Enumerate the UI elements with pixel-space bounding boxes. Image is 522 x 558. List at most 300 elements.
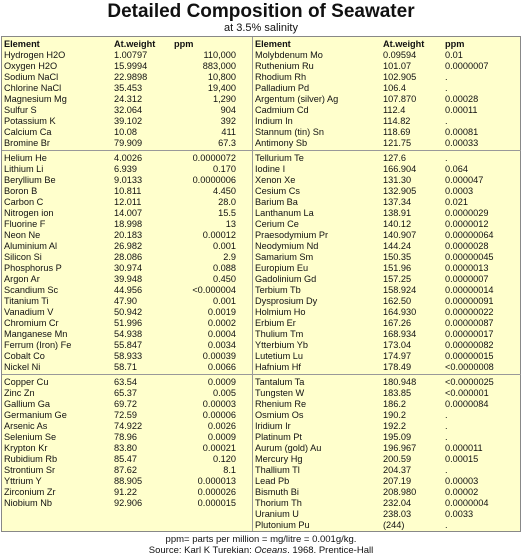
atomic-weight: 74.922 [114,421,143,431]
element-name: Krypton Kr [4,443,48,453]
ppm-definition: ppm= parts per million = mg/litre = 0.001g/kg. [165,534,357,545]
atomic-weight: 55.847 [114,340,143,350]
element-name: Gallium Ga [4,399,50,409]
ppm-value: 0.00000091 [445,296,494,306]
ppm-value: ppm [445,39,465,49]
element-name: Palladium Pd [255,83,310,93]
atomic-weight: 207.19 [383,476,412,486]
ppm-value: 8.1 [223,465,236,475]
element-name: Cobalt Co [4,351,45,361]
atomic-weight: 112.4 [383,105,406,115]
element-name: Neon Ne [4,230,41,240]
table-row [2,153,252,164]
table-row [253,476,521,487]
atomic-weight: 144.24 [383,241,412,251]
ppm-value: 0.088 [213,263,236,273]
element-name: Uranium U [255,509,299,519]
element-name: Hafnium Hf [255,362,301,372]
element-name: Sulfur S [4,105,37,115]
element-name: Helium He [4,153,47,163]
atomic-weight: 24.312 [114,94,143,104]
table-row [2,175,252,186]
table-row [253,105,521,116]
element-name: Ytterbium Yb [255,340,308,350]
element-name: Titanium Ti [4,296,49,306]
ppm-value: 4.450 [213,186,236,196]
element-name: Element [255,39,291,49]
element-name: Oxygen H2O [4,61,58,71]
element-name: Ferrum (Iron) Fe [4,340,72,350]
table-row [2,340,252,351]
ppm-value: 0.0066 [207,362,236,372]
element-name: Lutetium Lu [255,351,304,361]
table-row [253,362,521,373]
ppm-value: 0.0000013 [445,263,489,273]
element-name: Niobium Nb [4,498,52,508]
atomic-weight: 28.086 [114,252,143,262]
atomic-weight: 151.96 [383,263,412,273]
atomic-weight: 83.80 [114,443,137,453]
atomic-weight: 78.96 [114,432,137,442]
atomic-weight: 69.72 [114,399,137,409]
atomic-weight: 39.948 [114,274,143,284]
table-header-row [2,39,252,50]
ppm-value: 2.9 [223,252,236,262]
table-row [253,197,521,208]
table-row [253,454,521,465]
ppm-value: 0.0002 [207,318,236,328]
ppm-value: 0.00000015 [445,351,494,361]
table-row [2,186,252,197]
group-divider [2,150,252,151]
element-name: Thorium Th [255,498,302,508]
element-name: Chromium Cr [4,318,59,328]
atomic-weight: 157.25 [383,274,412,284]
atomic-weight: 168.934 [383,329,417,339]
ppm-value: 0.01 [445,50,463,60]
ppm-value: 0.00000022 [445,307,494,317]
ppm-value: 1,290 [213,94,236,104]
ppm-value: 0.00003 [445,476,479,486]
table-row [253,410,521,421]
element-name: Argon Ar [4,274,40,284]
table-row [253,285,521,296]
atomic-weight: 138.91 [383,208,412,218]
element-name: Zinc Zn [4,388,35,398]
ppm-value: 0.0000004 [445,498,489,508]
ppm-value: 0.0000072 [192,153,236,163]
atomic-weight: 20.183 [114,230,143,240]
atomic-weight: 178.49 [383,362,412,372]
element-name: Bromine Br [4,138,50,148]
atomic-weight: 87.62 [114,465,137,475]
atomic-weight: 140.12 [383,219,412,229]
table-row [253,388,521,399]
element-name: Cerium Ce [255,219,299,229]
atomic-weight: 173.04 [383,340,412,350]
table-row [2,421,252,432]
ppm-value: 0.0000006 [192,175,236,185]
atomic-weight: 131.30 [383,175,412,185]
table-row [253,50,521,61]
element-name: Iodine I [255,164,286,174]
ppm-value: 0.000026 [197,487,236,497]
table-row [2,138,252,149]
atomic-weight: 1.00797 [114,50,148,60]
table-row [2,388,252,399]
atomic-weight: At.weight [114,39,156,49]
ppm-value: . [445,520,448,530]
ppm-value: 0.0004 [207,329,236,339]
ppm-value: 0.0000029 [445,208,489,218]
element-name: Holmium Ho [255,307,306,317]
ppm-value: 0.450 [213,274,236,284]
atomic-weight: 47.90 [114,296,137,306]
atomic-weight: 127.6 [383,153,406,163]
ppm-value: <0.0000008 [445,362,494,372]
element-name: Lanthanum La [255,208,314,218]
ppm-value: 0.000015 [197,498,236,508]
table-row [253,318,521,329]
element-name: Copper Cu [4,377,49,387]
ppm-value: 0.0009 [207,432,236,442]
ppm-value: 0.000011 [445,443,483,453]
element-name: Rhodium Rh [255,72,307,82]
ppm-value: 904 [220,105,236,115]
ppm-value: . [445,421,448,431]
table-row [253,94,521,105]
ppm-value: 19,400 [207,83,236,93]
atomic-weight: 150.35 [383,252,412,262]
element-name: Argentum (silver) Ag [255,94,339,104]
element-name: Bismuth Bi [255,487,299,497]
element-name: Phosphorus P [4,263,62,273]
table-row [2,94,252,105]
atomic-weight: 195.09 [383,432,412,442]
element-name: Manganese Mn [4,329,68,339]
atomic-weight: 4.0026 [114,153,143,163]
ppm-value: 0.005 [213,388,236,398]
ppm-value: 0.0000084 [445,399,489,409]
atomic-weight: 35.453 [114,83,143,93]
atomic-weight: 192.2 [383,421,406,431]
ppm-value: 0.0000007 [445,274,489,284]
ppm-value: . [445,432,448,442]
table-row [253,432,521,443]
ppm-value: 10,800 [207,72,236,82]
atomic-weight: 26.982 [114,241,143,251]
table-row [2,362,252,373]
ppm-value: 0.170 [213,164,236,174]
table-row [2,443,252,454]
ppm-value: 0.00006 [202,410,236,420]
element-name: Tungsten W [255,388,305,398]
ppm-value: 0.0000028 [445,241,489,251]
element-name: Boron B [4,186,38,196]
element-name: Arsenic As [4,421,48,431]
element-name: Xenon Xe [255,175,296,185]
ppm-value: 0.00081 [445,127,479,137]
atomic-weight: 58.933 [114,351,143,361]
ppm-value: 0.021 [445,197,468,207]
table-row [2,329,252,340]
ppm-value: . [445,116,448,126]
atomic-weight: 85.47 [114,454,137,464]
element-name: Europium Eu [255,263,309,273]
ppm-value: 0.00002 [445,487,479,497]
ppm-value: 0.0000007 [445,61,489,71]
source-suffix: . 1968. Prentice-Hall [287,545,374,556]
table-row [2,164,252,175]
source-citation [0,545,522,556]
table-row [253,164,521,175]
atomic-weight: 44.956 [114,285,143,295]
atomic-weight: 137.34 [383,197,412,207]
table-row [253,520,521,531]
ppm-value: 0.0000012 [445,219,489,229]
table-row [2,50,252,61]
table-row [2,230,252,241]
ppm-value: 67.3 [218,138,236,148]
element-name: Plutonium Pu [255,520,310,530]
table-row [253,443,521,454]
table-row [253,175,521,186]
table-row [2,410,252,421]
table-row [2,307,252,318]
element-name: Neodymium Nd [255,241,319,251]
atomic-weight: 180.948 [383,377,417,387]
element-name: Barium Ba [255,197,298,207]
table-row [253,83,521,94]
element-name: Sodium NaCl [4,72,59,82]
atomic-weight: 114.82 [383,116,411,126]
element-name: Yttrium Y [4,476,42,486]
atomic-weight: 166.904 [383,164,417,174]
element-name: Platinum Pt [255,432,302,442]
element-name: Calcium Ca [4,127,52,137]
element-name: Silicon Si [4,252,42,262]
atomic-weight: 72.59 [114,410,137,420]
element-name: Germanium Ge [4,410,67,420]
ppm-value: 0.0019 [207,307,236,317]
atomic-weight: 106.4 [383,83,406,93]
ppm-value: <0.000001 [445,388,489,398]
table-row [2,208,252,219]
table-row [2,105,252,116]
element-name: Tellurium Te [255,153,304,163]
element-name: Carbon C [4,197,44,207]
table-row [253,61,521,72]
atomic-weight: 183.85 [383,388,412,398]
page-subtitle: at 3.5% salinity [224,22,298,34]
table-row [253,296,521,307]
atomic-weight: 79.909 [114,138,143,148]
atomic-weight: 208.980 [383,487,417,497]
atomic-weight: 39.102 [114,116,143,126]
ppm-value: 110,000 [203,50,236,60]
ppm-value: 0.00011 [445,105,478,115]
atomic-weight: 92.906 [114,498,143,508]
table-row [2,116,252,127]
atomic-weight: 58.71 [114,362,137,372]
right-column [253,37,521,531]
atomic-weight: 30.974 [114,263,143,273]
table-row [253,230,521,241]
ppm-value: 0.0026 [207,421,236,431]
element-name: Chlorine NaCl [4,83,62,93]
group-divider [253,150,521,151]
source-prefix: Source: Karl K Turekian: [148,545,255,556]
element-name: Aurum (gold) Au [255,443,322,453]
ppm-value: 13 [225,219,236,229]
table-row [253,487,521,498]
element-name: Rubidium Rb [4,454,58,464]
ppm-value: 0.0009 [207,377,236,387]
group-divider [253,374,521,375]
table-row [253,153,521,164]
ppm-value: 0.00003 [202,399,236,409]
atomic-weight: 162.50 [383,296,412,306]
table-row [253,138,521,149]
atomic-weight: 91.22 [114,487,137,497]
element-name: Nickel Ni [4,362,41,372]
atomic-weight: 167.26 [383,318,412,328]
left-column [2,37,252,531]
element-name: Samarium Sm [255,252,314,262]
element-name: Ruthenium Ru [255,61,314,71]
table-row [253,263,521,274]
ppm-value: 0.0003 [445,186,474,196]
group-divider [2,374,252,375]
atomic-weight: 63.54 [114,377,137,387]
ppm-value: 0.00021 [202,443,236,453]
atomic-weight: 190.2 [383,410,406,420]
element-name: Molybdenum Mo [255,50,323,60]
element-name: Cadmium Cd [255,105,309,115]
ppm-value: 0.000047 [445,175,484,185]
atomic-weight: 18.998 [114,219,143,229]
element-name: Cesium Cs [255,186,300,196]
table-row [2,83,252,94]
atomic-weight: 50.942 [114,307,143,317]
table-row [2,241,252,252]
ppm-value: . [445,72,448,82]
atomic-weight: 12.011 [114,197,142,207]
atomic-weight: 140.907 [383,230,417,240]
atomic-weight: 101.07 [383,61,412,71]
table-row [2,127,252,138]
table-row [253,186,521,197]
ppm-value: 0.00000014 [445,285,494,295]
element-name: Osmium Os [255,410,304,420]
element-name: Tantalum Ta [255,377,305,387]
element-name: Antimony Sb [255,138,308,148]
atomic-weight: 51.996 [114,318,143,328]
ppm-value: 0.00033 [445,138,479,148]
composition-table [1,36,521,532]
table-row [253,208,521,219]
element-name: Aluminium Al [4,241,58,251]
atomic-weight: 164.930 [383,307,417,317]
atomic-weight: (244) [383,520,405,530]
atomic-weight: 186.2 [383,399,406,409]
element-name: Vanadium V [4,307,54,317]
ppm-value: 0.00012 [202,230,236,240]
table-row [253,274,521,285]
ppm-value: 0.00000082 [445,340,494,350]
ppm-value: . [445,153,448,163]
table-row [2,197,252,208]
element-name: Thallium Tl [255,465,300,475]
ppm-value: 0.001 [213,296,236,306]
element-name: Potassium K [4,116,56,126]
ppm-value: <0.000004 [192,285,236,295]
table-row [253,421,521,432]
ppm-value: <0.0000025 [445,377,494,387]
ppm-value: 883,000 [202,61,236,71]
atomic-weight: 54.938 [114,329,143,339]
ppm-value: 0.00000064 [445,230,494,240]
atomic-weight: 232.04 [383,498,412,508]
element-name: Mercury Hg [255,454,303,464]
table-row [2,399,252,410]
ppm-value: . [445,465,448,475]
table-row [2,476,252,487]
atomic-weight: 22.9898 [114,72,148,82]
atomic-weight: 15.9994 [114,61,148,71]
element-name: Nitrogen ion [4,208,54,218]
table-row [2,274,252,285]
ppm-value: 0.0033 [445,509,474,519]
atomic-weight: 102.905 [383,72,417,82]
table-row [253,307,521,318]
table-row [253,252,521,263]
ppm-value: 0.00000045 [445,252,494,262]
element-name: Rhenium Re [255,399,307,409]
table-row [2,263,252,274]
atomic-weight: 10.811 [114,186,142,196]
table-row [253,127,521,138]
atomic-weight: 88.905 [114,476,143,486]
ppm-value: . [445,410,448,420]
atomic-weight: 132.905 [383,186,417,196]
ppm-value: 0.001 [213,241,236,251]
element-name: Zirconium Zr [4,487,56,497]
table-row [2,296,252,307]
ppm-value: 0.00015 [445,454,479,464]
ppm-value: 0.00000087 [445,318,494,328]
atomic-weight: 107.870 [383,94,417,104]
ppm-value: 28.0 [218,197,236,207]
ppm-value: . [445,83,448,93]
table-row [253,241,521,252]
table-row [253,509,521,520]
table-row [2,487,252,498]
table-row [253,351,521,362]
table-row [253,377,521,388]
table-row [253,399,521,410]
atomic-weight: 10.08 [114,127,137,137]
atomic-weight: 196.967 [383,443,417,453]
table-row [2,219,252,230]
ppm-value: 0.064 [445,164,468,174]
atomic-weight: 14.007 [114,208,143,218]
element-name: Stannum (tin) Sn [255,127,324,137]
table-row [2,72,252,83]
atomic-weight: 6.939 [114,164,137,174]
table-row [253,116,521,127]
atomic-weight: 200.59 [383,454,412,464]
